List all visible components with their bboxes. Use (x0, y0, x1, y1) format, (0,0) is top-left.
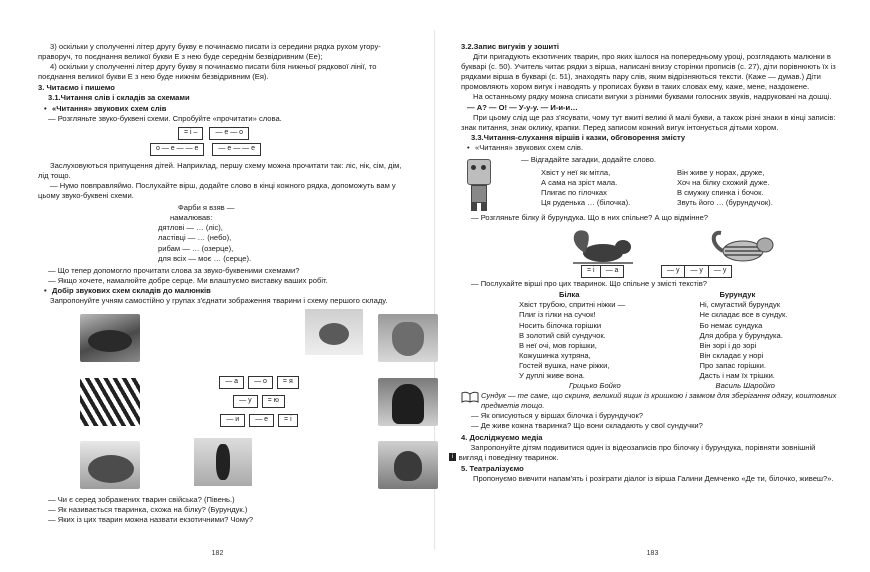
sound-scheme: о — е — — е (150, 143, 204, 156)
paragraph: 3) оскільки у сполученні літер другу букву е починаємо писати із середини рядка рухом угору-праворуч, то поєднання великої букви Е з нею буде середнім безвідривним (Ее); (38, 42, 381, 62)
interjections: — А? — О! — У-у-у. — И-и-и… (467, 102, 578, 112)
mascot-illustration (461, 155, 501, 213)
poem-line: Дасть і нам їх трішки. (699, 370, 775, 380)
paragraph: 4) оскільки у сполученні літер другу букву я починаємо писати біля нижньої рядкової лінії, то поєднання великої букви Е з нею буде нижнім безвідривним (Ея). (38, 62, 377, 82)
paragraph: — Відгадайте загадки, додайте слово. (521, 155, 657, 165)
section-heading: 4. Досліджуємо медіа (461, 432, 543, 442)
paragraph: — Розгляньте звуко-буквені схеми. Спробуйте «прочитати» слова. (48, 113, 282, 123)
zebra-photo (80, 378, 140, 426)
poem-line: Для добра у бурундука. (699, 330, 783, 340)
poem-line: Фарби я взяв — (178, 203, 235, 213)
poem-line: Він складає у норі (699, 350, 764, 360)
paragraph: — Послухайте вірші про цих тваринок. Що спільне у змісті текстів? (471, 279, 707, 289)
poem-right (660, 290, 841, 391)
paragraph: Діти пригадують екзотичних тварин, про яких ішлося на попередньому уроці, розглядають малюнки в букварі (с. 50). Учитель читає рядки з вірша, написані внизу сторінки прописів (с. 27), діти порівнюють їх із рядками вірша в букварі (с. 51), знаходять пару слів, яким відрізняються тексти. (Каже — думав.) Діти промовляють хором вигук і наводять у прописах букви в таких словах ему, каже, мене, наздожене. (461, 52, 836, 92)
poem-line: Ні, смугастий бурундук (699, 300, 781, 310)
syllable-box: — о (248, 376, 273, 389)
seal-photo (80, 441, 140, 489)
syllable-box: = і (278, 414, 298, 427)
info-icon: i (449, 453, 456, 461)
poem-line: В золотий свій сундучок. (519, 330, 606, 340)
page-number: 183 (646, 549, 659, 557)
paragraph: На останньому рядку можна списати вигуки з різними буквами голосних звуків, надруковані на дошці. (473, 92, 832, 102)
gorilla-photo (378, 378, 438, 426)
syllable-box: = я (277, 376, 299, 389)
question: — Як описуються у віршах білочка і бурундучок? (471, 411, 644, 421)
syllable-box: — е (249, 414, 274, 427)
boar-photo (80, 314, 140, 362)
paragraph: — Нумо повправляймо. Послухайте вірш, додайте слово в кінці кожного рядка, допоможуть вам у цьому звуко-буквені схеми. (38, 180, 396, 201)
question: — Де живе кожна тваринка? Що вони складають у свої сундучки? (471, 421, 703, 431)
poem-line: намалював: (170, 213, 213, 223)
bullet-heading: • Добір звукових схем складів до малюнків (38, 286, 413, 296)
poem-line: Бо немає сундука (699, 320, 763, 330)
poem-title: Білка (559, 290, 580, 300)
poem-line: Не складає все в сундук. (699, 310, 788, 320)
media-block (451, 442, 840, 463)
riddle-line: А сама на зріст мала. (541, 178, 618, 188)
subsection-heading: 3.3.Читання-слухання віршів і казки, обговорення змісту (471, 132, 686, 142)
paragraph: Запропонуйте дітям подивитися один із відеозаписів про білочку і бурундука, порівняти зовнішній вигляд і поведінку тваринок. (458, 442, 816, 462)
poem-left (461, 290, 660, 391)
poem-author: Василь Шаройко (715, 381, 775, 391)
poem-line: Гостей вушка, наче ріжки, (519, 360, 610, 370)
poem (38, 203, 413, 264)
paragraph: При цьому слід ще раз з'ясувати, чому тут вжиті великі й малі букви, а також різні знаки в кінці записів: знак питання, знак оклику, крапки. Перед записом кожний вигук інтонується дітьми хором. (461, 112, 836, 132)
sound-scheme-row (178, 127, 413, 140)
poem-line: В неї очі, мов горішки, (519, 340, 597, 350)
chipmunk-illustration (709, 225, 781, 265)
fox-photo (378, 314, 438, 362)
right-page (435, 0, 870, 572)
sound-scheme-row (581, 265, 624, 278)
rooster-photo (378, 441, 438, 489)
section-heading: 5. Театралізуємо (461, 463, 524, 473)
poem-line: Носить білочка горішки (519, 320, 602, 330)
squirrel-illustration (563, 225, 635, 265)
riddle-block (461, 155, 840, 213)
chipmunk-photo (305, 309, 363, 355)
subsection-heading: 3.2.Запис вигуків у зошиті (461, 42, 560, 51)
syllable-box: — и (220, 414, 245, 427)
poem-line: У дуплі живе вона. (519, 370, 585, 380)
sound-scheme-row (150, 143, 413, 156)
poem-line: ластівці — … (небо), (158, 233, 232, 243)
poem-line: Він зорі і до зорі (699, 340, 757, 350)
riddle-line: В смужку спинка і бочок. (677, 188, 764, 198)
animal-pictures (461, 223, 840, 275)
question: — Як називається тваринка, схожа на білку? (Бурундук.) (48, 505, 248, 515)
definition (461, 391, 840, 411)
syllable-schemes (200, 376, 318, 427)
syllable-box: — у (233, 395, 257, 408)
definition-text: Сундук — те саме, що скриня, великий ящик із кришкою і замком для зберігання одягу, коштовних предметів тощо. (481, 391, 837, 411)
paragraph: — Що тепер допомогло прочитати слова за звуко-буквеними схемами? (48, 265, 300, 275)
paragraph: Заслуховуються припущення дітей. Наприклад, першу схему можна прочитати так: ліс, нік, сім, дім, лід тощо. (38, 160, 402, 180)
bullet-item: • «Читання» звукових схем слів. (461, 143, 840, 153)
section-heading: 3. Читаємо і пишемо (38, 83, 115, 93)
woodpecker-photo (194, 438, 252, 486)
page-number: 182 (211, 549, 224, 557)
poem-line: рибам — … (озерце), (158, 243, 234, 253)
bullet-heading: • «Читання» звукових схем слів (38, 104, 413, 114)
sound-scheme: — е — о (209, 127, 249, 140)
paragraph: — Якщо хочете, намалюйте добре серце. Ми влаштуємо виставку ваших робіт. (48, 275, 328, 285)
paragraph: — Розгляньте білку й бурундука. Що в них спільне? А що відмінне? (471, 213, 709, 223)
sound-scheme: — у — у — у (661, 265, 732, 278)
sound-scheme-row (661, 265, 732, 278)
poems (461, 290, 840, 391)
sound-scheme: — е — — е (212, 143, 261, 156)
poem-line: Кожушинка хутряна, (519, 350, 591, 360)
sound-scheme: = і — а (581, 265, 624, 278)
riddle-line: Звуть його … (бурундучок). (677, 198, 773, 208)
poem-line: Про запас горішки. (699, 360, 766, 370)
riddle-line: Хвіст у неї як мітла, (541, 168, 611, 178)
sound-scheme: = і – (178, 127, 203, 140)
question: — Яких із цих тварин можна назвати екзотичними? Чому? (48, 515, 254, 525)
poem-line: Хвіст трубою, спритні ніжки — (519, 300, 626, 310)
poem-line: Плиг із гілки на сучок! (519, 310, 596, 320)
riddle-line: Плигає по гілочках (541, 188, 607, 198)
riddle-line: Ця руденька … (білочка). (541, 198, 631, 208)
poem-author: Грицько Бойко (569, 381, 621, 391)
poem-title: Бурундук (719, 290, 756, 300)
book-icon (461, 391, 479, 403)
paragraph: Пропонуємо вивчити напам'ять і розіграти діалог із вірша Галини Демченко «Де ти, білочко, живеш?». (473, 473, 834, 483)
syllable-box: = ю (262, 395, 285, 408)
poem-line: для всіх — моє … (серце). (158, 253, 252, 263)
poem-line: дятлові — … (ліс), (158, 223, 223, 233)
subsection-heading: 3.1.Читання слів і складів за схемами (48, 93, 190, 103)
paragraph: Запропонуйте учням самостійно у групах з'єднати зображення тварини і схему першого складу. (50, 295, 388, 305)
riddle-line: Він живе у норах, друже, (677, 168, 765, 178)
riddle-line: Хоч на білку схожий дуже. (677, 178, 770, 188)
question: — Чи є серед зображених тварин свійська? (Півень.) (48, 495, 235, 505)
syllable-box: — а (219, 376, 244, 389)
